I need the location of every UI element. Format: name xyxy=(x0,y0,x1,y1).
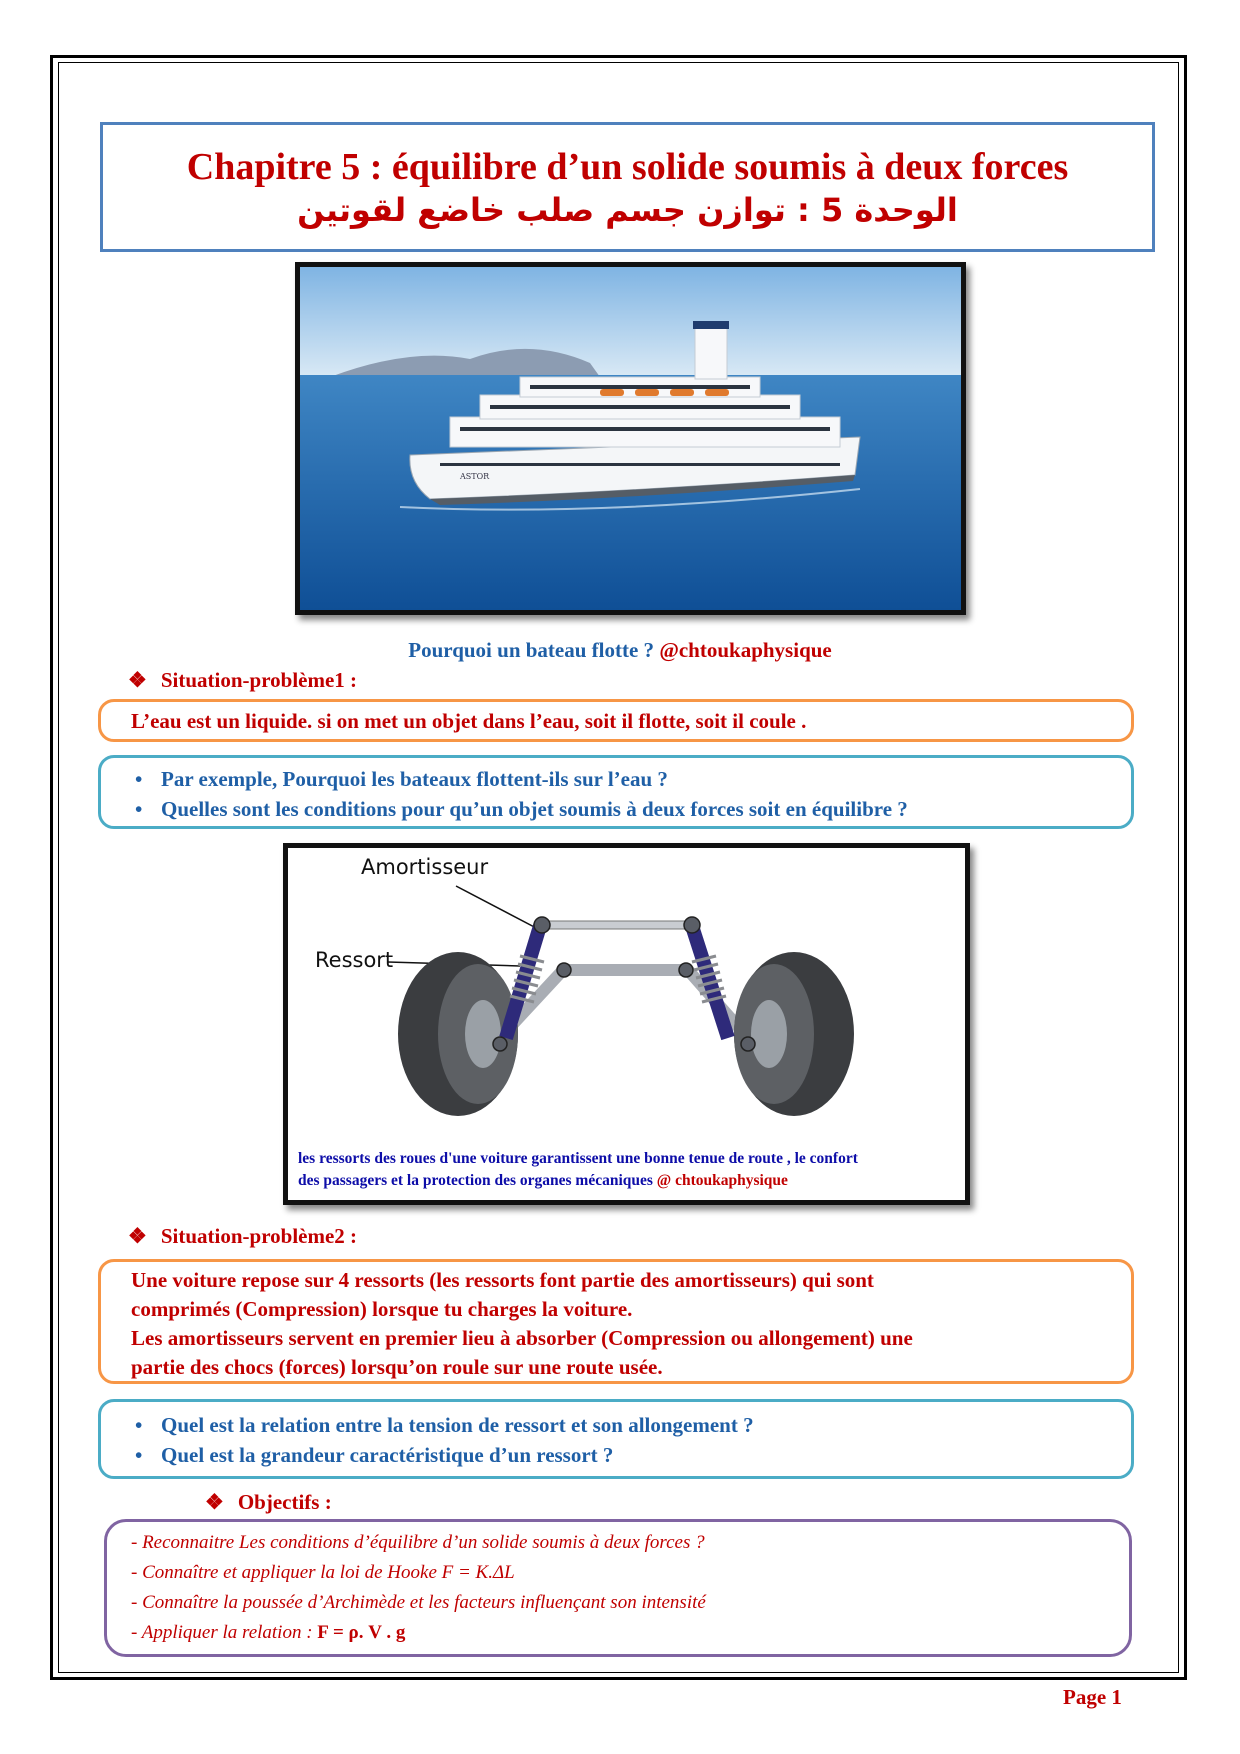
diamond-bullet-icon: ❖ xyxy=(128,1224,147,1248)
objectives-box xyxy=(104,1519,1132,1657)
chapter-title-fr: Chapitre 5 : équilibre d’un solide soumis à deux forces xyxy=(186,146,1069,188)
ship-caption-question: Pourquoi un bateau flotte ? xyxy=(408,638,655,662)
amortisseur-label: Amortisseur xyxy=(361,855,489,879)
ship-photo xyxy=(295,262,966,615)
situation2-statement-box xyxy=(98,1259,1134,1384)
situation2-statement: Une voiture repose sur 4 ressorts (les ressorts font partie des amortisseurs) qui sont comprimés (Compression) lorsque tu charges la voiture. Les amortisseurs servent en premier lieu à absorber (Compression ou allongement) une partie des chocs (forces) lorsqu’on roule sur une route usée. xyxy=(131,1268,913,1379)
chapter-title-ar: الوحدة 5 : توازن جسم صلب خاضع لقوتين xyxy=(297,191,958,229)
situation1-questions-box xyxy=(98,755,1134,829)
page-number: Page 1 xyxy=(1063,1685,1122,1709)
objectives-heading: ❖ Objectifs : xyxy=(205,1490,332,1514)
list-item: - Connaître et appliquer la loi de Hooke F = K.ΔL xyxy=(131,1562,515,1583)
situation2-heading: ❖ Situation-problème2 : xyxy=(128,1224,358,1248)
diamond-bullet-icon: ❖ xyxy=(205,1490,224,1514)
chapter-title-box xyxy=(100,122,1155,252)
ship-caption xyxy=(0,638,1240,663)
list-item: • Par exemple, Pourquoi les bateaux flottent-ils sur l’eau ? xyxy=(125,764,908,794)
situation1-heading: ❖ Situation-problème1 : xyxy=(128,668,358,692)
suspension-caption xyxy=(298,1148,968,1192)
suspension-caption-line2: des passagers et la protection des organes mécaniques xyxy=(298,1172,653,1189)
list-item: - Connaître la poussée d’Archimède et les facteurs influençant son intensité xyxy=(131,1592,706,1613)
suspension-caption-line1: les ressorts des roues d'une voiture garantissent une bonne tenue de route , le confort xyxy=(298,1150,858,1167)
situation1-statement: L’eau est un liquide. si on met un objet dans l’eau, soit il flotte, soit il coule . xyxy=(131,709,807,733)
list-item: • Quel est la grandeur caractéristique d’un ressort ? xyxy=(125,1440,754,1470)
situation1-statement-box xyxy=(98,699,1134,742)
objectives-list xyxy=(131,1528,706,1648)
list-item: • Quel est la relation entre la tension de ressort et son allongement ? xyxy=(125,1410,754,1440)
list-item: • Quelles sont les conditions pour qu’un objet soumis à deux forces soit en équilibre ? xyxy=(125,794,908,824)
ship-caption-handle: @chtoukaphysique xyxy=(659,638,832,662)
suspension-figure xyxy=(283,843,970,1205)
situation2-question-list xyxy=(125,1410,754,1470)
ressort-label: Ressort xyxy=(315,948,394,972)
situation1-question-list xyxy=(125,764,908,824)
suspension-diagram xyxy=(288,848,965,1148)
hull-name: ASTOR xyxy=(460,472,490,481)
list-item: - Appliquer la relation : F = ρ. V . g xyxy=(131,1622,406,1643)
situation2-questions-box xyxy=(98,1399,1134,1479)
ship-illustration xyxy=(300,267,961,610)
suspension-caption-handle: @ chtoukaphysique xyxy=(656,1172,788,1189)
diamond-bullet-icon: ❖ xyxy=(128,668,147,692)
list-item: - Reconnaitre Les conditions d’équilibre d’un solide soumis à deux forces ? xyxy=(131,1532,705,1553)
